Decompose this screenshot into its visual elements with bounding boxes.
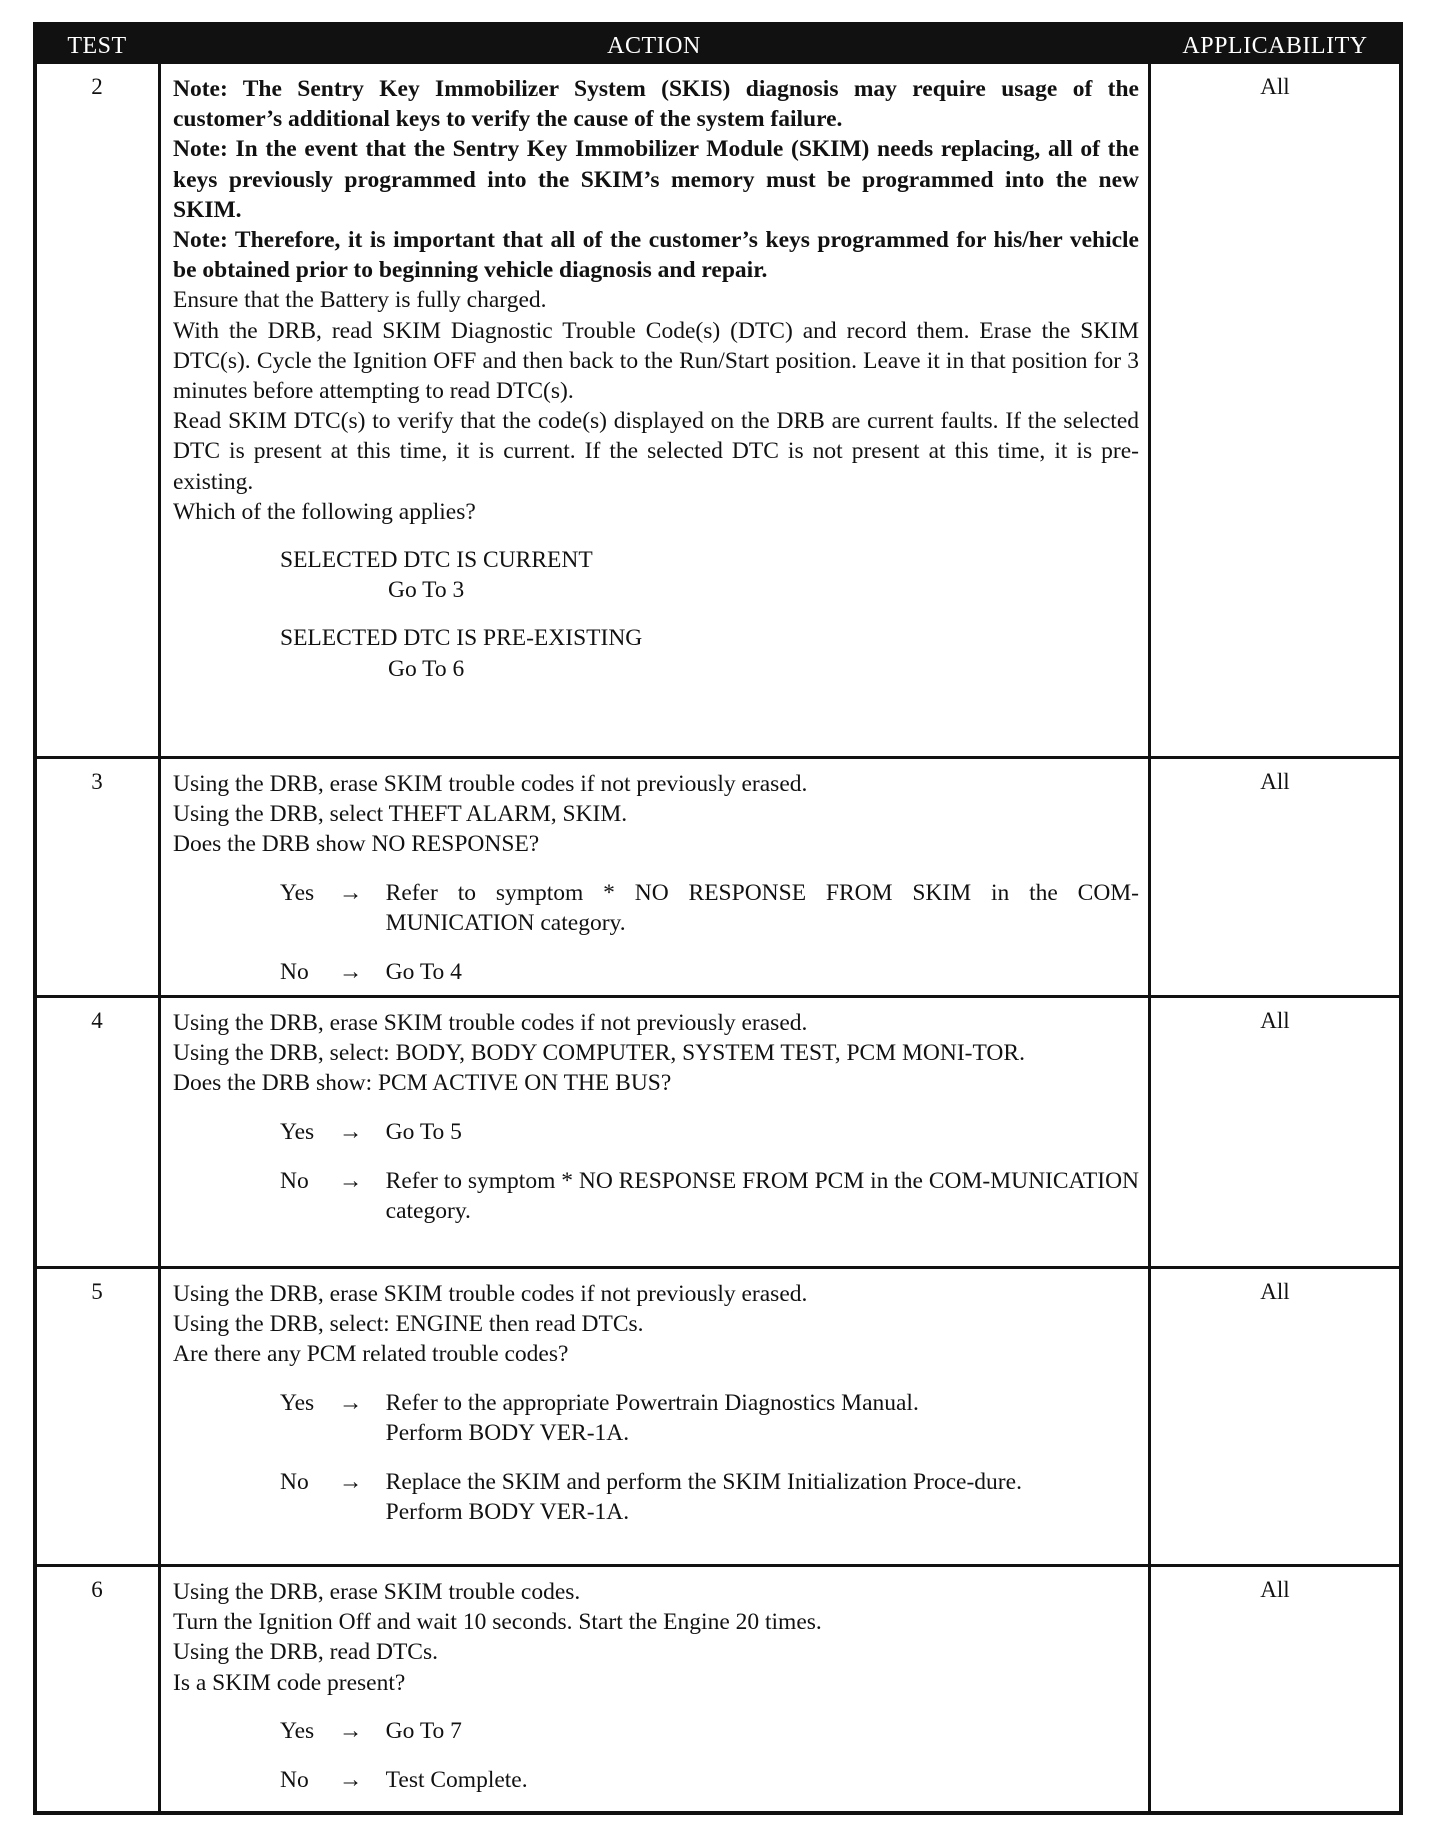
answer-label: Yes [280,1118,315,1145]
applicability-value: All [1260,1008,1290,1033]
table-header [37,26,1399,64]
instruction-text: Does the DRB show NO RESPONSE? [173,831,540,858]
column-divider-applicability [1148,64,1151,1811]
action-cell [161,1008,1147,1245]
arrow-icon: → [338,1767,363,1794]
answer-line: Perform BODY VER-1A. [385,1419,630,1446]
instruction-text: Turn the Ignition Off and wait 10 seconds. Start the Engine 20 times. [173,1609,822,1636]
test-number: 6 [91,1577,103,1602]
arrow-icon: → [338,1167,363,1194]
answer-item [173,1166,1139,1226]
arrow-icon: → [338,1469,363,1496]
option-goto: Go To 3 [388,577,465,604]
applicability-value: All [1260,74,1290,99]
answer-list [173,878,1139,988]
instruction-text: Using the DRB, read DTCs. [173,1639,439,1666]
header-action: ACTION [607,33,701,59]
instruction-text: Ensure that the Battery is fully charged. [173,287,547,314]
instruction-text: Is a SKIM code present? [173,1669,406,1696]
instruction-text: Using the DRB, erase SKIM trouble codes if not previously erased. [173,771,808,797]
answer-list [173,1117,1139,1227]
answer-line: Refer to symptom * NO RESPONSE FROM SKIM in the COM-MUNICATION category. [385,879,1140,936]
answer-label: Yes [280,1389,315,1416]
option-list [173,545,1139,684]
answer-label: Yes [280,1717,315,1744]
arrow-icon: → [338,1118,363,1145]
test-number: 5 [91,1279,103,1304]
answer-item [173,1716,1139,1746]
option-label: SELECTED DTC IS CURRENT [280,547,593,574]
test-number: 3 [91,769,103,794]
note-text: Note: The Sentry Key Immobilizer System (SKIS) diagnosis may require usage of the customer’s additional keys to verify the cause of the system failure. [173,76,1139,133]
instruction-text: Using the DRB, erase SKIM trouble codes. [173,1579,581,1605]
instruction-text: Using the DRB, select: BODY, BODY COMPUTER, SYSTEM TEST, PCM MONI-TOR. [173,1040,1025,1067]
instruction-text: Using the DRB, erase SKIM trouble codes if not previously erased. [173,1010,808,1036]
answer-text [386,1166,1139,1226]
option-item [173,623,1139,683]
applicability-value: All [1260,769,1290,794]
answer-item [173,1117,1139,1147]
answer-text [386,1716,1139,1746]
answer-text [386,1388,1139,1448]
answer-line: Perform BODY VER-1A. [385,1499,630,1526]
action-cell [161,1279,1147,1546]
applicability-value: All [1260,1279,1290,1304]
test-number: 4 [91,1008,103,1033]
note-text: Note: Therefore, it is important that all of the customer’s keys programmed for his/her vehicle be obtained prior to beginning vehicle diagnosis and repair. [173,227,1139,284]
arrow-icon: → [338,1717,363,1744]
answer-line: Test Complete. [385,1767,528,1794]
diagnostic-table [33,22,1403,1815]
header-test: TEST [67,33,127,59]
answer-line: Refer to the appropriate Powertrain Diagnostics Manual. [385,1389,919,1416]
answer-item [173,878,1139,938]
instruction-text: Using the DRB, erase SKIM trouble codes if not previously erased. [173,1281,808,1307]
answer-text [386,957,1139,987]
instruction-text: Which of the following applies? [173,498,476,525]
answer-text [386,1765,1139,1795]
answer-label: No [280,1767,309,1794]
instruction-text: Are there any PCM related trouble codes? [173,1341,569,1368]
option-goto: Go To 6 [388,655,465,682]
answer-label: No [280,1167,309,1194]
option-item [173,545,1139,605]
arrow-icon: → [338,879,363,906]
arrow-icon: → [338,1389,363,1416]
answer-item [173,1765,1139,1795]
answer-line: Go To 4 [385,959,462,986]
answer-text [386,1467,1139,1527]
row-divider [37,756,1399,759]
answer-item [173,957,1139,987]
answer-item [173,1388,1139,1448]
action-cell [161,74,1147,702]
option-label: SELECTED DTC IS PRE-EXISTING [280,625,643,652]
answer-line: Replace the SKIM and perform the SKIM Initialization Proce-dure. [385,1469,1022,1496]
test-number: 2 [91,74,103,99]
applicability-value: All [1260,1577,1290,1602]
instruction-text: Using the DRB, select: ENGINE then read DTCs. [173,1311,644,1338]
answer-label: No [280,959,309,986]
answer-list [173,1716,1139,1795]
instruction-text: With the DRB, read SKIM Diagnostic Trouble Code(s) (DTC) and record them. Erase the SKIM DTC(s). Cycle the Ignition OFF and then back to the Run/Start position. Leave it in that position for 3 minutes before attempting to read DTC(s). [173,317,1139,405]
answer-line: Go To 5 [385,1118,462,1145]
answer-label: Yes [280,879,315,906]
action-cell [161,769,1147,1006]
header-applicability: APPLICABILITY [1182,33,1368,59]
answer-text [386,878,1139,938]
answer-line: Refer to symptom * NO RESPONSE FROM PCM in the COM-MUNICATION category. [385,1167,1140,1225]
arrow-icon: → [338,959,363,986]
row-divider [37,1266,1399,1269]
answer-list [173,1388,1139,1528]
answer-label: No [280,1469,309,1496]
answer-text [386,1117,1139,1147]
answer-item [173,1467,1139,1527]
instruction-text: Using the DRB, select THEFT ALARM, SKIM. [173,801,628,828]
note-text: Note: In the event that the Sentry Key Immobilizer Module (SKIM) needs replacing, all of the keys previously programmed into the SKIM’s memory must be programmed into the new SKIM. [173,136,1139,223]
instruction-text: Read SKIM DTC(s) to verify that the code(s) displayed on the DRB are current faults. If the selected DTC is present at this time, it is current. If the selected DTC is not present at this time, it is pre-existing. [173,408,1139,495]
action-cell [161,1577,1147,1814]
row-divider [37,1564,1399,1567]
instruction-text: Does the DRB show: PCM ACTIVE ON THE BUS? [173,1070,672,1097]
answer-line: Go To 7 [385,1717,462,1744]
